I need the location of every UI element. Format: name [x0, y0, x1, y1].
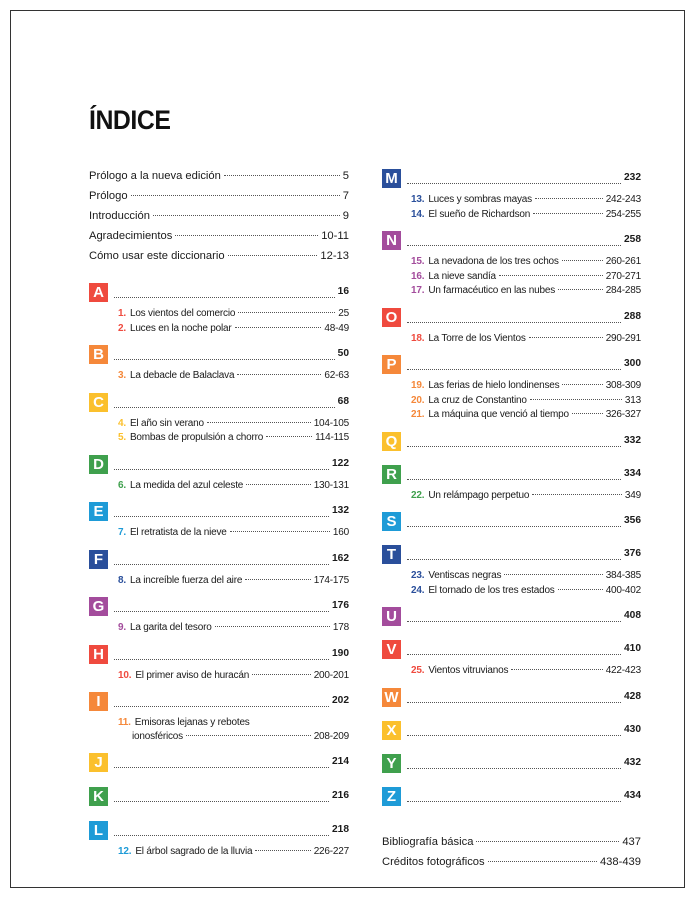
item-label: Agradecimientos — [89, 230, 173, 242]
dot-leader — [245, 579, 310, 580]
entry-link[interactable] — [89, 479, 349, 494]
letter-page: 300 — [624, 358, 641, 369]
letter-section-d[interactable] — [89, 452, 349, 474]
dot-leader — [407, 245, 621, 246]
letter-page: 410 — [624, 643, 641, 654]
letter-section-s[interactable] — [382, 509, 641, 531]
entry-title: El tornado de los tres estados — [428, 584, 555, 596]
dot-leader — [238, 312, 335, 313]
entry-title: Ventiscas negras — [428, 570, 502, 581]
entry-title: La cruz de Constantino — [428, 394, 527, 406]
entry-page: 384-385 — [605, 570, 641, 581]
item-page: 5 — [342, 170, 349, 182]
entry-link[interactable] — [382, 255, 641, 270]
entry-link[interactable] — [89, 621, 349, 636]
letter-page: 332 — [624, 434, 641, 446]
dot-leader — [407, 559, 621, 560]
letter-page: 258 — [624, 234, 641, 245]
letter-badge-w: W — [382, 688, 401, 707]
letter-badge-n: N — [382, 231, 401, 250]
entry-title: El sueño de Richardson — [428, 208, 531, 220]
letter-section-a[interactable] — [89, 280, 349, 302]
dot-leader — [114, 297, 335, 298]
entry-number: 19. — [411, 380, 425, 391]
item-page: 9 — [342, 210, 349, 222]
letter-section-f[interactable] — [89, 547, 349, 569]
entry-title: Luces en la noche polar — [129, 322, 232, 334]
item-page: 437 — [622, 835, 641, 848]
dot-leader — [235, 327, 322, 328]
letter-badge-b: B — [89, 345, 108, 364]
item-page: 438-439 — [599, 855, 641, 868]
letter-page: 162 — [332, 552, 349, 564]
entry-number: 17. — [411, 285, 425, 296]
letter-badge-p: P — [382, 355, 401, 374]
entry-link[interactable] — [382, 284, 641, 299]
dot-leader — [407, 322, 621, 323]
dot-leader — [407, 801, 621, 802]
letter-section-u[interactable] — [382, 604, 641, 626]
entry-title: Los vientos del comercio — [129, 308, 236, 319]
letter-badge-u: U — [382, 607, 401, 626]
letter-section-w[interactable] — [382, 685, 641, 707]
dot-leader — [114, 516, 329, 517]
dot-leader — [215, 626, 330, 627]
letter-page: 16 — [337, 286, 349, 297]
dot-leader — [407, 621, 621, 622]
entry-link[interactable] — [382, 569, 641, 584]
dot-leader — [131, 195, 340, 196]
frontmatter-item-prologo-nueva-edicion[interactable] — [89, 166, 349, 186]
entry-page: 62-63 — [324, 370, 349, 381]
frontmatter-item-como-usar[interactable] — [89, 246, 349, 266]
entry-title: Luces y sombras mayas — [428, 194, 532, 205]
entry-page: 254-255 — [605, 208, 641, 220]
entry-title: Un relámpago perpetuo — [428, 489, 530, 501]
entry-number: 21. — [411, 409, 425, 420]
dot-leader — [114, 564, 329, 565]
entry-page: 349 — [624, 489, 641, 501]
entry-title: La increíble fuerza del aire — [129, 574, 243, 586]
item-page: 12-13 — [320, 250, 349, 262]
entry-number: 10. — [118, 669, 132, 681]
letter-section-r[interactable] — [382, 462, 641, 484]
letter-badge-a: A — [89, 283, 108, 302]
entry-page: 160 — [332, 527, 349, 538]
dot-leader — [114, 835, 329, 836]
dot-leader — [114, 469, 329, 470]
dot-leader — [407, 735, 621, 736]
entry-title: El primer aviso de huracán — [135, 669, 250, 681]
entry-page: 200-201 — [313, 669, 349, 681]
letter-page: 216 — [332, 790, 349, 801]
entry-page: 114-115 — [315, 432, 349, 443]
letter-section-p[interactable] — [382, 352, 641, 374]
dot-leader — [114, 801, 329, 802]
entry-number: 7. — [118, 527, 126, 538]
letter-badge-y: Y — [382, 754, 401, 773]
item-label: Introducción — [89, 210, 150, 222]
letter-section-z[interactable] — [382, 784, 641, 806]
entry-link[interactable] — [382, 270, 641, 285]
dot-leader — [532, 494, 622, 495]
entry-link[interactable] — [382, 379, 641, 394]
entry-link[interactable] — [382, 489, 641, 504]
entry-number: 23. — [411, 570, 425, 581]
letter-page: 408 — [624, 610, 641, 621]
letter-section-g[interactable] — [89, 594, 349, 616]
frontmatter-item-agradecimientos[interactable] — [89, 226, 349, 246]
letter-section-b[interactable] — [89, 342, 349, 364]
dot-leader — [114, 706, 329, 707]
letter-badge-h: H — [89, 645, 108, 664]
entry-link[interactable] — [382, 394, 641, 409]
letter-badge-j: J — [89, 753, 108, 772]
letter-section-n[interactable] — [382, 228, 641, 250]
letter-page: 68 — [337, 395, 349, 407]
dot-leader — [407, 369, 621, 370]
letter-badge-i: I — [89, 692, 108, 711]
letter-page: 50 — [337, 348, 349, 359]
letter-section-h[interactable] — [89, 642, 349, 664]
entry-number: 18. — [411, 332, 425, 344]
letter-badge-f: F — [89, 550, 108, 569]
entry-number: 8. — [118, 574, 126, 586]
entry-title: El árbol sagrado de la lluvia — [135, 846, 253, 857]
letter-section-y[interactable] — [382, 751, 641, 773]
dot-leader — [186, 735, 311, 736]
dot-leader — [246, 484, 311, 485]
index-column-left — [89, 166, 349, 860]
entry-page: 208-209 — [313, 731, 349, 742]
letter-section-v[interactable] — [382, 637, 641, 659]
frontmatter-item-introduccion[interactable] — [89, 206, 349, 226]
letter-page: 132 — [332, 505, 349, 516]
entry-link[interactable] — [89, 845, 349, 860]
letter-badge-l: L — [89, 821, 108, 840]
entry-link[interactable] — [89, 716, 349, 744]
dot-leader — [252, 674, 311, 675]
entry-number: 11. — [118, 717, 131, 728]
dot-leader — [230, 531, 330, 532]
letter-page: 122 — [332, 457, 349, 469]
letter-badge-e: E — [89, 502, 108, 521]
dot-leader — [488, 861, 597, 862]
letter-page: 432 — [624, 756, 641, 768]
letter-page: 214 — [332, 756, 349, 767]
letter-badge-x: X — [382, 721, 401, 740]
dot-leader — [529, 337, 603, 338]
entry-link[interactable] — [382, 193, 641, 208]
entry-title: La máquina que venció al tiempo — [428, 409, 569, 420]
letter-badge-z: Z — [382, 787, 401, 806]
letter-page: 288 — [624, 310, 641, 322]
entry-page: 326-327 — [605, 409, 641, 420]
entry-page: 178 — [332, 622, 349, 633]
entry-number: 14. — [411, 208, 425, 220]
entry-number: 22. — [411, 489, 425, 501]
entry-title: Un farmacéutico en las nubes — [428, 285, 556, 296]
entry-link[interactable] — [89, 322, 349, 337]
letter-section-o[interactable] — [382, 305, 641, 327]
frontmatter-item-prologo[interactable] — [89, 186, 349, 206]
entry-page: 313 — [624, 394, 641, 406]
letter-section-x[interactable] — [382, 718, 641, 740]
dot-leader — [530, 399, 622, 400]
entry-title: El retratista de la nieve — [129, 527, 227, 538]
letter-section-m[interactable] — [382, 166, 641, 188]
entry-title: Emisoras lejanas y rebotes — [134, 717, 250, 728]
entry-title: Las ferias de hielo londinenses — [428, 380, 560, 391]
dot-leader — [535, 198, 603, 199]
letter-section-q[interactable] — [382, 429, 641, 451]
letter-page: 428 — [624, 690, 641, 702]
letter-badge-v: V — [382, 640, 401, 659]
dot-leader — [407, 702, 621, 703]
entry-number: 20. — [411, 394, 425, 406]
entry-number: 24. — [411, 584, 425, 596]
entry-title-continued: ionosféricos — [132, 731, 183, 742]
entry-link[interactable] — [382, 664, 641, 679]
dot-leader — [476, 841, 619, 842]
dot-leader — [255, 850, 310, 851]
item-label: Créditos fotográficos — [382, 855, 485, 868]
letter-badge-k: K — [89, 787, 108, 806]
page-title: ÍNDICE — [89, 105, 171, 135]
dot-leader — [237, 374, 321, 375]
letter-page: 232 — [624, 172, 641, 183]
letter-badge-c: C — [89, 393, 108, 412]
entry-link[interactable] — [382, 584, 641, 599]
letter-page: 334 — [624, 467, 641, 479]
entry-number: 3. — [118, 370, 126, 381]
letter-section-c[interactable] — [89, 390, 349, 412]
entry-title: La Torre de los Vientos — [428, 332, 526, 344]
letter-badge-r: R — [382, 465, 401, 484]
entry-page: 104-105 — [313, 417, 349, 429]
letter-badge-g: G — [89, 597, 108, 616]
item-label: Cómo usar este diccionario — [89, 250, 225, 262]
entry-page: 422-423 — [605, 665, 641, 676]
entry-number: 15. — [411, 256, 425, 267]
entry-page: 174-175 — [313, 574, 349, 586]
entry-link[interactable] — [382, 208, 641, 223]
entry-link[interactable] — [89, 669, 349, 684]
letter-section-j[interactable] — [89, 750, 349, 772]
entry-number: 9. — [118, 622, 126, 633]
dot-leader — [114, 611, 329, 612]
entry-page: 48-49 — [324, 322, 349, 334]
item-page: 7 — [342, 190, 349, 202]
dot-leader — [224, 175, 340, 176]
entry-number: 12. — [118, 846, 132, 857]
letter-section-k[interactable] — [89, 784, 349, 806]
dot-leader — [407, 526, 621, 527]
backmatter-item-creditos[interactable] — [382, 852, 641, 872]
dot-leader — [228, 255, 318, 256]
letter-page: 376 — [624, 548, 641, 559]
dot-leader — [562, 260, 603, 261]
item-label: Bibliografía básica — [382, 835, 474, 848]
dot-leader — [114, 359, 335, 360]
dot-leader — [407, 479, 621, 480]
letter-badge-d: D — [89, 455, 108, 474]
entry-title: La nevadona de los tres ochos — [428, 256, 559, 267]
dot-leader — [114, 407, 335, 408]
entry-link[interactable] — [382, 408, 641, 423]
entry-title: La debacle de Balaclava — [129, 370, 235, 381]
entry-title: La medida del azul celeste — [129, 479, 244, 491]
entry-number: 6. — [118, 479, 126, 491]
entry-number: 2. — [118, 322, 126, 334]
entry-page: 400-402 — [605, 584, 641, 596]
item-page: 10-11 — [321, 230, 349, 242]
letter-section-l[interactable] — [89, 818, 349, 840]
entry-link[interactable] — [89, 417, 349, 432]
dot-leader — [562, 384, 602, 385]
entry-link[interactable] — [89, 431, 349, 446]
entry-page: 270-271 — [605, 270, 641, 282]
entry-page: 260-261 — [605, 256, 641, 267]
dot-leader — [511, 669, 602, 670]
letter-section-t[interactable] — [382, 542, 641, 564]
entry-link[interactable] — [382, 332, 641, 347]
entry-page: 290-291 — [605, 332, 641, 344]
entry-title: La garita del tesoro — [129, 622, 212, 633]
entry-page: 130-131 — [313, 479, 349, 491]
entry-number: 25. — [411, 665, 425, 676]
dot-leader — [114, 659, 329, 660]
dot-leader — [558, 289, 603, 290]
dot-leader — [207, 422, 311, 423]
entry-page: 25 — [338, 308, 349, 319]
dot-leader — [407, 654, 621, 655]
entry-link[interactable] — [89, 369, 349, 384]
letter-badge-t: T — [382, 545, 401, 564]
letter-page: 190 — [332, 647, 349, 659]
entry-title: El año sin verano — [129, 417, 204, 429]
dot-leader — [558, 589, 603, 590]
entry-number: 1. — [118, 308, 126, 319]
letter-badge-m: M — [382, 169, 401, 188]
letter-badge-o: O — [382, 308, 401, 327]
letter-page: 218 — [332, 824, 349, 835]
entry-title: Bombas de propulsión a chorro — [129, 432, 264, 443]
item-label: Prólogo a la nueva edición — [89, 170, 221, 182]
entry-page: 284-285 — [605, 285, 641, 296]
entry-page: 242-243 — [605, 194, 641, 205]
dot-leader — [407, 183, 621, 184]
entry-page: 226-227 — [313, 846, 349, 857]
entry-link[interactable] — [89, 574, 349, 589]
letter-page: 176 — [332, 600, 349, 611]
dot-leader — [175, 235, 318, 236]
letter-section-e[interactable] — [89, 499, 349, 521]
dot-leader — [407, 446, 621, 447]
entry-number: 16. — [411, 270, 425, 282]
dot-leader — [114, 767, 329, 768]
dot-leader — [504, 574, 602, 575]
entry-number: 5. — [118, 432, 126, 443]
backmatter-item-bibliografia[interactable] — [382, 832, 641, 852]
letter-section-i[interactable] — [89, 689, 349, 711]
item-label: Prólogo — [89, 190, 128, 202]
letter-page: 430 — [624, 723, 641, 735]
dot-leader — [153, 215, 340, 216]
letter-page: 434 — [624, 789, 641, 801]
entry-link[interactable] — [89, 526, 349, 541]
entry-title: Vientos vitruvianos — [428, 665, 509, 676]
entry-number: 13. — [411, 194, 425, 205]
letter-page: 356 — [624, 515, 641, 526]
dot-leader — [499, 275, 603, 276]
entry-title: La nieve sandía — [428, 270, 496, 282]
entry-link[interactable] — [89, 307, 349, 322]
entry-page: 308-309 — [605, 380, 641, 391]
entry-number: 4. — [118, 417, 126, 429]
dot-leader — [533, 213, 603, 214]
dot-leader — [266, 436, 312, 437]
index-column-right — [382, 166, 641, 872]
dot-leader — [407, 768, 621, 769]
letter-page: 202 — [332, 695, 349, 706]
letter-badge-q: Q — [382, 432, 401, 451]
dot-leader — [572, 413, 603, 414]
letter-badge-s: S — [382, 512, 401, 531]
